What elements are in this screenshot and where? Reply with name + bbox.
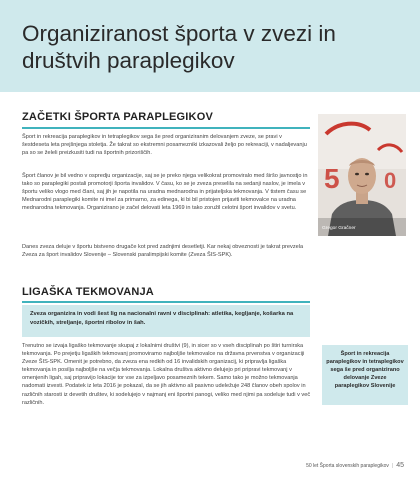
portrait-photo (318, 114, 406, 236)
section-rule (22, 127, 310, 129)
photo-caption: Gregor Gračner (322, 226, 356, 231)
callout-box (22, 305, 310, 337)
page-title: Organiziranost športa v zvezi in društvih paraplegikov (22, 21, 336, 73)
section-heading-beginnings: ZAČETKI ŠPORTA PARAPLEGIKOV (22, 111, 213, 123)
callout-text: Zveza organizira in vodi šest lig na nacionalni ravni v disciplinah: atletika, kegljanje, košarka na vozičkih, streljanje, športni ribolov in šah. (30, 311, 294, 326)
svg-text:5: 5 (324, 163, 340, 194)
section-rule (22, 301, 310, 303)
paragraph: Danes zveza deluje v športu bistveno drugače kot pred zadnjimi desetletji. Kar nekaj obveznosti je takrat prevzela Zveza za šport invalidov Slovenije – Slovenski paralimpijski komite (Zveza ŠIS-SPK). (22, 244, 304, 259)
page-footer (306, 462, 404, 469)
section-heading-leagues: LIGAŠKA TEKMOVANJA (22, 286, 154, 298)
pull-quote-text: Šport in rekreacija paraplegikov in tetraplegikov sega še pred organizirano delovanje Zveze paraplegikov Slovenije (326, 351, 404, 390)
pull-quote-box (322, 345, 408, 405)
paragraph: Šport in rekreacija paraplegikov in tetraplegikov sega še pred organiziranim delovanjem zveze, se pravi v šestdeseta leta prejšnjega stoletja. Že takrat so ekstremni posamezniki izkazovali željo po rekreaciji, v nadaljevanju pa so se želeli preizkusiti tudi na športnih prizoriščih. (22, 134, 307, 157)
footer-divider: | (391, 463, 394, 469)
svg-text:0: 0 (384, 168, 397, 193)
paragraph: Šport članov je bil vedno v ospredju organizacije, saj se je preko njega velikokrat promoviralo med širšo javnostjo in tako so paraplegiki postali promotorji športa invalidov. V času, ko se je zveza preselila na sedanji naslov, je imela v športu veliko vlogo med člani, saj jih je napotila na uradna mednarodna in prijateljska tekmovanja. V tistem času se Mednarodni paraplegiki komite ni imel za primarno, za edinega, ki bi bil pristojen prijaviti tekmovalce na uradna mednarodna tekmovanja. Organizirano je začel delovati leta 1969 in tako zoružil celotni šport invalidov v svetu. (22, 173, 308, 212)
paragraph: Trenutno se izvaja ligaško tekmovanje skupaj z lokalnimi društvi (9), in sicer so v vseh disciplinah po štiri turnirska tekmovanja. Po prejetju ligaških tekmovanj promoviramo najboljše tekmovalce na državna prvenstva v organizaciji Zveze ŠIS-SPK. Omenit je potrebno, da zveza ena redkih od 16 invalidskih organizacij, ki pripravlja ligaška tekmovanja in posilja najboljše na večja tekmovanja. Lokalna društva aktivno delujejo pri pripravi tekmovanj v omenjenih ligah, saj pripravijo lokacije tor vse za izpeljavo posameznih tekem. Samo tako je možno tekmovanja nadomati izvesti. Podatek iz leta 2016 je pokazal, da se jih aktivno ali pasivno udeležuje 248 članov obeh spolov in različnih starosti iz devetih društev, ki sodelujejo v najmanj eni športni panogi, veliko med njimi pa sodeluje tudi v več različnih. (22, 343, 311, 406)
footer-text: 50 let Športa slovenskih paraplegikov (306, 463, 389, 469)
page-number: 45 (396, 462, 404, 469)
